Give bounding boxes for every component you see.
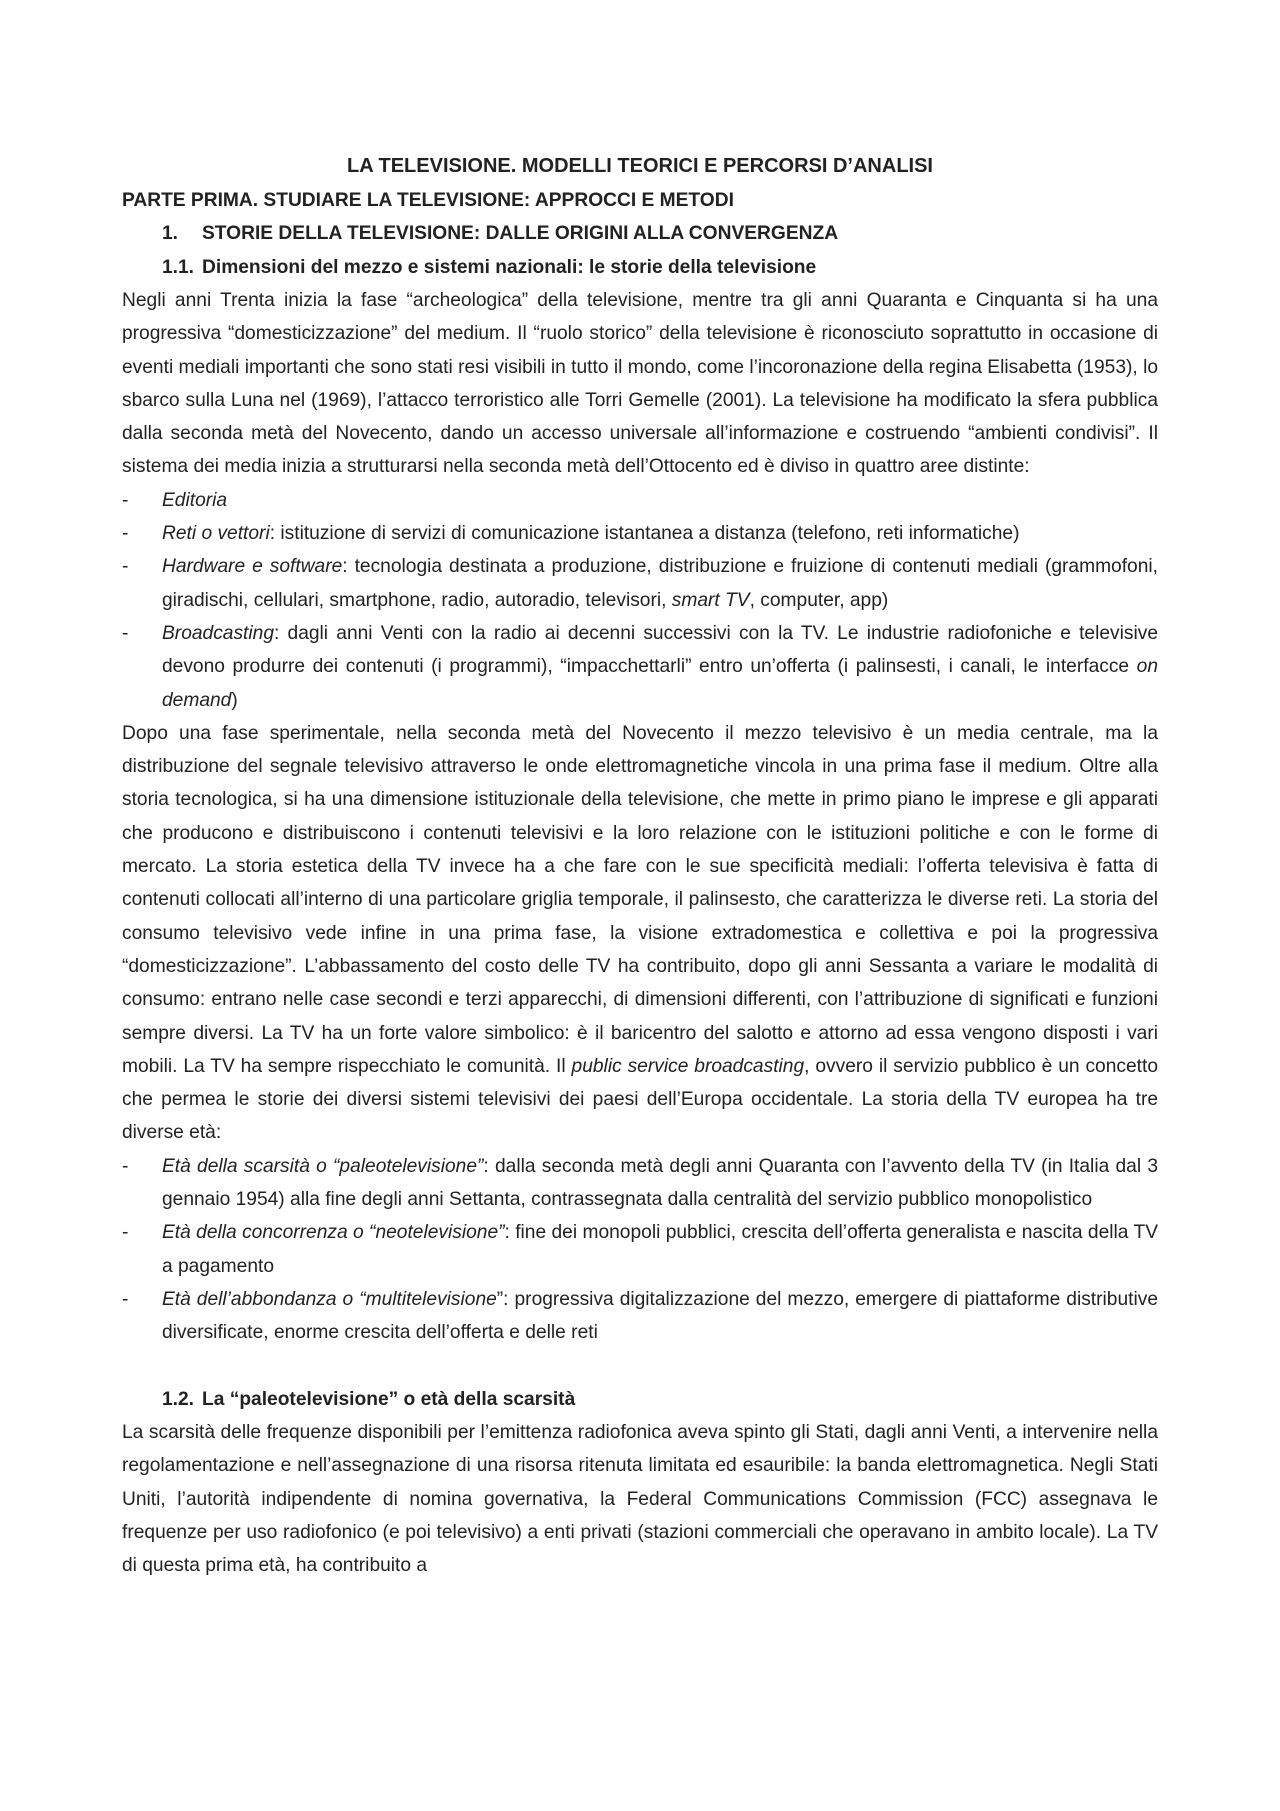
list-item-term: Editoria [162,489,228,511]
dash-bullet: - [122,556,129,578]
list-item-emphasis: on demand [162,656,1158,711]
document-title: LA TELEVISIONE. MODELLI TEORICI E PERCORSI D’ANALISI [347,155,933,177]
section-title: La “paleotelevisione” o età della scarsità [202,1388,576,1410]
list-item-text-end: ) [231,689,238,711]
dash-bullet: - [122,489,129,511]
list-item-term: Età dell’abbondanza o “multitelevisione [162,1288,497,1310]
list-item [122,550,1158,617]
list-item-term: Reti o vettori [162,523,270,545]
list-item-term: Età della concorrenza o “neotelevisione” [162,1222,505,1244]
paragraph-text-end: , ovvero il servizio pubblico è un concetto che permea le storie dei diversi sistemi televisivi dei paesi dell’Europa occidentale. La storia della TV europea ha tre diverse età: [122,1055,1158,1144]
chapter-heading [162,217,1158,251]
dash-bullet: - [122,622,129,644]
paragraph: La scarsità delle frequenze disponibili per l’emittenza radiofonica aveva spinto gli Stati, dagli anni Venti, a intervenire nella regolamentazione e nell’assegnazione di una risorsa ritenuta limitata ed esauribile: la banda elettromagnetica. Negli Stati Uniti, l’autorità indipendente di nomina governativa, la Federal Communications Commission (FCC) assegnava le frequenze per uso radiofonico (e poi televisivo) a enti privati (stazioni commerciali che operavano in ambito locale). La TV di questa prima età, ha contribuito a [122,1422,1158,1577]
section-heading-1-1 [162,251,1158,285]
dash-bullet: - [122,1222,129,1244]
dash-bullet: - [122,1288,129,1310]
paragraph-text: Dopo una fase sperimentale, nella seconda metà del Novecento il mezzo televisivo è un media centrale, ma la distribuzione del segnale televisivo attraverso le onde elettromagnetiche vincola in una prima fase il medium. Oltre alla storia tecnologica, si ha una dimensione istituzionale della televisione, che mette in primo piano le imprese e gli apparati che producono e distribuiscono i contenuti televisivi e la loro relazione con le istituzioni politiche e con le forme di mercato. La storia estetica della TV invece ha a che fare con le sue specificità mediali: l’offerta televisiva è fatta di contenuti collocati all’interno di una particolare griglia temporale, il palinsesto, che caratterizza le diverse reti. La storia del consumo televisivo vede infine in una prima fase, la visione extradomestica e collettiva e poi la progressiva “domesticizzazione”. L’abbassamento del costo delle TV ha contribuito, dopo gli anni Sessanta a variare le modalità di consumo: entrano nelle case secondi e terzi apparecchi, di dimensioni differenti, con l’attribuzione di significati e funzioni sempre diversi. La TV ha un forte valore simbolico: è il baricentro del salotto e attorno ad essa vengono disposti i vari mobili. La TV ha sempre rispecchiato le comunità. Il [122,722,1158,1077]
section-heading-1-2 [162,1383,1158,1417]
section-number: 1.1. [162,256,195,278]
list-item-text: : fine dei monopoli pubblici, crescita dell’offerta generalista e nascita della TV a pagamento [162,1222,1158,1277]
paragraph: Negli anni Trenta inizia la fase “archeologica” della televisione, mentre tra gli anni Quaranta e Cinquanta si ha una progressiva “domesticizzazione” del medium. Il “ruolo storico” della televisione è riconosciuto soprattutto in occasione di eventi mediali importanti che sono stati resi visibili in tutto il mondo, come l’incoronazione della regina Elisabetta (1953), lo sbarco sulla Luna nel (1969), l’attacco terroristico alle Torri Gemelle (2001). La televisione ha modificato la sfera pubblica dalla seconda metà del Novecento, dando un accesso universale all’informazione e costruendo “ambienti condivisi”. Il sistema dei media inizia a strutturarsi nella seconda metà dell’Ottocento ed è diviso in quattro aree distinte: [122,290,1158,478]
list-item-text: : dagli anni Venti con la radio ai decenni successivi con la TV. Le industrie radiofoniche e televisive devono produrre dei contenuti (i programmi), “impacchettarli” entro un’offerta (i palinsesti, i canali, le interfacce [162,622,1158,678]
list-item-term: Età della scarsità o “paleotelevisione” [162,1155,484,1177]
list-item [122,1283,1158,1350]
list-item [122,1216,1158,1283]
list-item-emphasis: smart TV [671,589,750,611]
section-number: 1.2. [162,1388,195,1410]
list-item [122,617,1158,717]
part-heading: PARTE PRIMA. STUDIARE LA TELEVISIONE: APPROCCI E METODI [122,190,734,211]
list-item [122,484,1158,517]
chapter-title: STORIE DELLA TELEVISIONE: DALLE ORIGINI ALLA CONVERGENZA [202,223,839,244]
list-item-text: : tecnologia destinata a produzione, distribuzione e fruizione di contenuti mediali (grammofoni, giradischi, cellulari, smartphone, radio, autoradio, televisori, [162,556,1158,611]
list-item [122,517,1158,550]
media-areas-list [122,484,1158,717]
list-item-text: : istituzione di servizi di comunicazione istantanea a distanza (telefono, reti informatiche) [269,523,1020,545]
chapter-number: 1. [162,223,179,244]
list-item-text-end: , computer, app) [749,589,889,611]
dash-bullet: - [122,523,129,545]
document-page [122,148,1158,1582]
dash-bullet: - [122,1155,129,1177]
list-item-text: ”: progressiva digitalizzazione del mezzo, emergere di piattaforme distributive diversificate, enorme crescita dell’offerta e delle reti [162,1288,1158,1344]
list-item [122,1150,1158,1217]
list-item-term: Broadcasting [162,622,274,644]
paragraph-emphasis: public service broadcasting [571,1055,805,1077]
section-title: Dimensioni del mezzo e sistemi nazionali: le storie della televisione [202,256,817,278]
list-item-text: : dalla seconda metà degli anni Quaranta con l’avvento della TV (in Italia dal 3 gennaio 1954) alla fine degli anni Settanta, contrassegnata dalla centralità del servizio pubblico monopolistico [162,1155,1158,1211]
list-item-term: Hardware e software [162,556,343,578]
paragraph [122,717,1158,1150]
tv-ages-list [122,1150,1158,1350]
spacer [122,1350,1158,1383]
